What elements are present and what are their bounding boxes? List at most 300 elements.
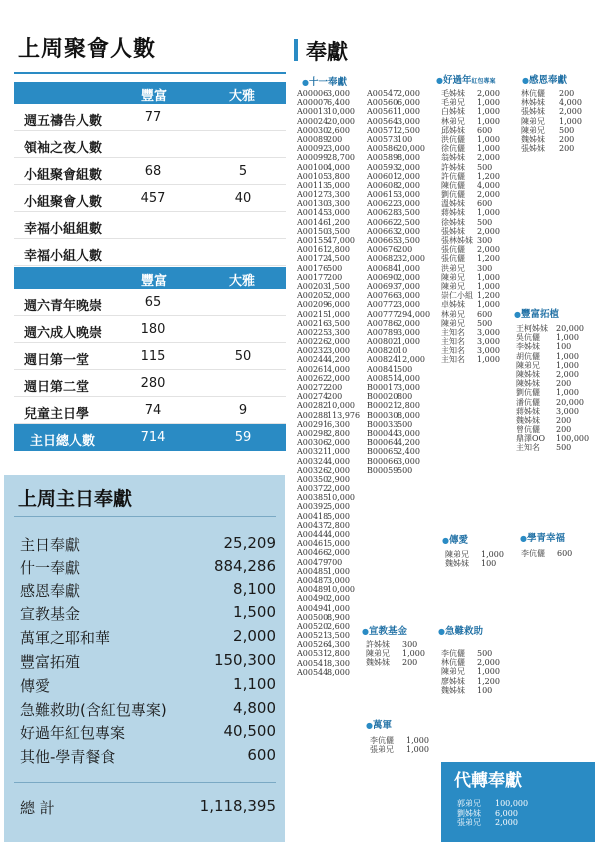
list-item [367, 273, 430, 282]
donor-id: B00017 [367, 383, 399, 392]
donation-amount: 1,000 [477, 98, 500, 108]
donation-amount: 1,000 [397, 337, 420, 347]
donor-id: A00690 [367, 272, 399, 282]
list-item [441, 208, 500, 217]
donor-id: A00628 [367, 208, 399, 218]
list-item [441, 107, 500, 116]
donation-amount: 4,000 [327, 530, 350, 539]
forward-offering-list [457, 799, 528, 828]
donor-id: A00089 [297, 134, 329, 144]
donor-id: 李伉儷 [521, 549, 545, 558]
summary-row [20, 627, 276, 651]
list-item [441, 163, 500, 172]
donor-id: 張姊妹 [521, 144, 545, 154]
list-item [516, 324, 589, 333]
list-item [297, 236, 360, 245]
donation-amount: 1,000 [397, 107, 420, 117]
list-item [457, 799, 528, 809]
table-row [14, 289, 286, 316]
summary-row [20, 603, 276, 627]
list-item [367, 199, 430, 208]
donation-amount: 8,900 [327, 612, 350, 622]
donation-amount: 5,000 [327, 539, 350, 549]
donor-id: B00059 [367, 465, 399, 475]
donation-amount: 2,800 [327, 520, 350, 530]
list-item [441, 328, 500, 337]
list-item [367, 374, 430, 383]
donation-amount: 2,800 [327, 245, 350, 255]
list-item [441, 245, 500, 254]
donation-amount: 2,000 [327, 373, 350, 383]
summary-amount: 884,286 [213, 557, 276, 575]
donor-id: 陳弟兄 [366, 649, 390, 659]
donation-amount: 20,000 [327, 116, 355, 126]
list-item [367, 447, 430, 456]
table-header [14, 267, 286, 289]
list-item [367, 466, 430, 475]
donor-id: 邱姊妹 [441, 125, 465, 135]
donation-amount: 3,800 [327, 171, 350, 181]
donor-id: 蔣姊妹 [516, 406, 540, 416]
list-item [297, 558, 360, 567]
donor-id: A00215 [297, 309, 329, 319]
list-item [441, 98, 500, 107]
donor-id: A00601 [367, 171, 399, 181]
list-item [367, 328, 430, 337]
donor-id: A00392 [297, 502, 329, 512]
donation-amount: 2,500 [397, 125, 420, 135]
list-item [441, 264, 500, 273]
list-item [297, 392, 360, 401]
list-item [297, 126, 360, 135]
donor-id: A00326 [297, 465, 329, 475]
section-label: 急難救助 [444, 626, 483, 637]
donor-id: A00437 [297, 520, 329, 530]
summary-amount: 4,800 [233, 699, 276, 717]
donor-id: 翁姊妹 [441, 153, 465, 163]
donor-id: 徐伉儷 [441, 144, 465, 154]
donation-amount: 3,000 [477, 346, 500, 356]
donation-amount: 2,000 [327, 548, 350, 558]
donor-id: 鼎澤OO [516, 434, 546, 444]
value-cell: 9 [238, 403, 248, 418]
list-item [521, 549, 572, 558]
list-item [516, 407, 589, 416]
donor-id: A00461 [297, 539, 329, 549]
list-item [441, 117, 500, 126]
list-item [297, 622, 360, 631]
donation-amount: 4,300 [327, 640, 350, 650]
donation-amount: 3,000 [327, 346, 350, 356]
donor-id: A00665 [367, 236, 399, 245]
donor-id: A00274 [297, 392, 329, 402]
donor-id: A00487 [297, 575, 329, 585]
donor-id: A00024 [297, 116, 329, 126]
donor-id: 林伉儷 [521, 89, 545, 98]
donor-id: A00291 [297, 419, 329, 429]
value-cell: 115 [140, 349, 166, 364]
list-item [441, 677, 500, 686]
list-item [297, 567, 360, 576]
donation-amount: 500 [327, 263, 343, 273]
donor-id: 劉伉儷 [516, 388, 540, 398]
donor-id: 林弟兄 [441, 116, 465, 126]
list-item [297, 576, 360, 585]
list-item [516, 361, 589, 370]
list-item [516, 425, 589, 434]
donor-id: 主知名 [441, 355, 465, 365]
list-item [516, 416, 589, 425]
section-label: 豐富拓植 [520, 309, 559, 320]
list-item [367, 89, 430, 98]
donor-id: A00113 [297, 180, 329, 190]
attendance-title: 上周聚會人數 [18, 37, 157, 62]
list-item [441, 686, 500, 695]
donor-id: 陳弟兄 [521, 116, 545, 126]
table-row [14, 185, 286, 212]
row-label: 幸福小組組數 [24, 222, 103, 237]
donor-id: 卓姊妹 [441, 300, 465, 310]
list-item [367, 172, 430, 181]
donation-amount: 500 [477, 162, 493, 172]
summary-name: 總 計 [20, 799, 55, 817]
emergency-list [441, 649, 500, 695]
donor-id: 許姊妹 [366, 640, 390, 649]
list-item [367, 153, 430, 162]
list-item [366, 649, 425, 658]
column-header: 大雅 [228, 89, 255, 104]
column-header: 豐富 [140, 274, 167, 289]
list-item [521, 98, 582, 107]
donation-amount: 4,200 [327, 355, 350, 365]
donation-amount: 3,000 [556, 406, 579, 416]
donation-amount: 3,000 [327, 89, 350, 98]
table-header [14, 82, 286, 104]
donation-amount: 4,000 [327, 364, 350, 374]
list-item [370, 745, 429, 754]
value-cell: 280 [140, 376, 166, 391]
donor-id: B00064 [367, 438, 399, 448]
donation-amount: 5,000 [327, 180, 350, 190]
donation-amount: 3,000 [397, 383, 420, 392]
list-item [367, 420, 430, 429]
value-cell: 74 [144, 403, 162, 418]
donor-id: A00226 [297, 337, 329, 347]
donation-amount: 600 [477, 199, 493, 209]
donor-id: A00615 [367, 190, 399, 200]
list-item [297, 493, 360, 502]
bullet-icon: ● [302, 78, 309, 87]
donor-id: A00105 [297, 171, 329, 181]
donor-id: 廖姊妹 [441, 676, 465, 686]
donor-id: A00324 [297, 456, 329, 466]
donor-id: A00841 [367, 364, 399, 374]
donor-id: 許伉儷 [441, 171, 465, 181]
summary-row [20, 651, 276, 675]
donation-amount: 2,000 [397, 171, 420, 181]
list-item [297, 218, 360, 227]
list-item [516, 398, 589, 407]
bullet-icon: ● [366, 721, 373, 730]
list-item [297, 328, 360, 337]
list-item [297, 420, 360, 429]
donation-amount: 4,000 [559, 98, 582, 108]
donation-amount: 1,000 [402, 649, 425, 659]
donation-amount: 6,400 [327, 98, 350, 108]
list-item [297, 374, 360, 383]
donation-amount: 100,000 [556, 434, 590, 444]
donation-amount: 500 [556, 443, 572, 453]
donation-amount: 32,000 [397, 254, 425, 264]
summary-name: 急難救助(含紅包專案) [20, 701, 167, 719]
donation-amount: 4,000 [327, 456, 350, 466]
list-item [297, 98, 360, 107]
donor-id: A00520 [297, 621, 329, 631]
list-item [367, 291, 430, 300]
donor-id: A00176 [297, 263, 329, 273]
list-item [297, 383, 360, 392]
list-item [367, 107, 430, 116]
list-item [297, 163, 360, 172]
donor-id: 張弟兄 [370, 745, 394, 755]
donation-amount: 10,000 [327, 493, 355, 503]
donor-id: A00485 [297, 566, 329, 576]
love-list [445, 550, 504, 568]
list-item [367, 300, 430, 309]
divider [14, 782, 276, 783]
donor-id: 陳弟兄 [445, 550, 469, 559]
section-label: 萬軍 [372, 720, 392, 731]
summary-amount: 1,100 [233, 675, 276, 693]
section-label: 好過年 [442, 75, 472, 86]
donation-amount: 2,000 [495, 818, 518, 828]
donation-amount: 2,000 [477, 190, 500, 200]
donation-amount: 1,000 [397, 263, 420, 273]
donor-id: A00282 [297, 401, 329, 411]
donor-id: 陳弟兄 [441, 318, 465, 328]
donation-amount: 200 [327, 383, 343, 392]
donor-id: 李伉儷 [370, 736, 394, 745]
donor-id: A00172 [297, 254, 329, 264]
donation-amount: 1,200 [477, 254, 500, 264]
list-item [516, 342, 589, 351]
donor-id: 張伉儷 [441, 254, 465, 264]
donor-id: 陳弟兄 [441, 272, 465, 282]
donation-amount: 200 [556, 415, 572, 425]
list-item [297, 227, 360, 236]
donation-amount: 6,000 [397, 98, 420, 108]
donation-amount: 3,300 [327, 327, 350, 337]
donation-amount: 2,400 [397, 447, 420, 457]
list-item [297, 355, 360, 364]
hosts-list [370, 736, 429, 754]
donor-id: A00321 [297, 447, 329, 457]
table-row [14, 158, 286, 185]
donation-amount: 4,500 [327, 254, 350, 264]
donation-amount: 200 [556, 425, 572, 435]
donation-amount: 3,000 [397, 116, 420, 126]
donation-amount: 4,000 [477, 180, 500, 190]
donor-id: B00033 [367, 419, 399, 429]
donor-id: A00288 [297, 410, 329, 420]
donor-id: 魏姊妹 [521, 134, 545, 144]
donation-amount: 8,000 [327, 667, 350, 677]
summary-row [20, 699, 276, 723]
donor-id: B00065 [367, 447, 399, 457]
donor-id: 魏姊妹 [366, 658, 390, 668]
donor-id: 許姊妹 [441, 162, 465, 172]
list-item [441, 282, 500, 291]
list-item [297, 273, 360, 282]
section-heading [520, 530, 565, 544]
donor-id: A00444 [297, 530, 329, 539]
list-item [297, 438, 360, 447]
donation-amount: 3,000 [397, 199, 420, 209]
donor-id: A00385 [297, 493, 329, 503]
donor-id: A00145 [297, 208, 329, 218]
donor-id: A00802 [367, 337, 399, 347]
table-row [14, 343, 286, 370]
donor-id: A00608 [367, 180, 399, 190]
row-label: 週日第二堂 [24, 380, 90, 395]
donation-amount: 2,000 [477, 658, 500, 668]
donation-amount: 3,300 [327, 190, 350, 200]
row-label: 主日總人數 [30, 434, 96, 449]
summary-name: 感恩奉獻 [20, 582, 81, 600]
value-cell: 50 [234, 349, 252, 364]
donation-amount: 800 [397, 392, 413, 402]
row-label: 幸福小組人數 [24, 249, 103, 264]
section-heading [362, 623, 407, 637]
donor-id: A00205 [297, 291, 329, 301]
list-item [367, 245, 430, 254]
donor-id: 林伉儷 [441, 658, 465, 668]
donation-amount: 10 [397, 346, 408, 356]
list-item [297, 300, 360, 309]
donor-id: A00030 [297, 125, 329, 135]
donation-amount: 10,000 [327, 401, 355, 411]
bullet-icon: ● [436, 76, 443, 85]
summary-amount: 1,118,395 [199, 797, 276, 815]
summary-name: 萬軍之耶和華 [20, 629, 111, 647]
list-item [297, 199, 360, 208]
donation-amount: 1,000 [477, 355, 500, 365]
donation-amount: 1,000 [556, 351, 579, 361]
donation-amount: 3,500 [327, 631, 350, 641]
donation-amount: 1,000 [559, 116, 582, 126]
summary-amount: 1,500 [233, 603, 276, 621]
donor-id: A00547 [367, 89, 399, 98]
summary-row [20, 534, 276, 558]
list-item [441, 126, 500, 135]
list-item [516, 388, 589, 397]
list-item [367, 117, 430, 126]
tithe-list-col2 [367, 89, 430, 475]
list-item [441, 135, 500, 144]
donation-amount: 1,000 [477, 116, 500, 126]
section-label: 宣教基金 [368, 626, 407, 637]
list-item [297, 245, 360, 254]
list-item [367, 310, 430, 319]
donor-id: A00541 [297, 658, 329, 668]
section-label: 十一奉獻 [308, 77, 347, 88]
donor-id: A00306 [297, 438, 329, 448]
donor-id: 李姊妹 [516, 342, 540, 352]
divider [14, 516, 276, 517]
donor-id: A00521 [297, 631, 329, 641]
donation-amount: 700 [327, 557, 343, 567]
list-item [367, 355, 430, 364]
donation-amount: 4,000 [397, 373, 420, 383]
donation-amount: 3,000 [477, 337, 500, 347]
list-item [367, 401, 430, 410]
row-label: 週五禱告人數 [24, 114, 103, 129]
donor-id: A00560 [367, 98, 399, 108]
summary-amount: 25,209 [223, 534, 276, 552]
list-item [367, 144, 430, 153]
column-header: 豐富 [140, 89, 167, 104]
donor-id: A00272 [297, 383, 329, 392]
list-item [297, 466, 360, 475]
list-item [297, 117, 360, 126]
list-item [441, 300, 500, 309]
donor-id: 林姊妹 [521, 98, 545, 108]
donation-amount: 1,200 [477, 291, 500, 301]
donation-amount: 6,000 [495, 808, 518, 818]
donation-amount: 200 [327, 272, 343, 282]
donation-amount: 600 [477, 125, 493, 135]
donor-name: 劉姊妹 [457, 808, 481, 818]
donation-amount: 100 [397, 134, 413, 144]
list-item [297, 411, 360, 420]
offerings-title: 奉獻 [306, 40, 348, 64]
section-heading [522, 72, 567, 86]
donor-id: A00298 [297, 428, 329, 438]
donor-id: B00020 [367, 392, 399, 402]
list-item [367, 438, 430, 447]
list-item [441, 181, 500, 190]
donor-id: 魏姊妹 [441, 685, 465, 695]
donor-id: A00261 [297, 364, 329, 374]
donation-amount: 8,000 [397, 410, 420, 420]
donor-id: 主知名 [441, 337, 465, 347]
donation-amount: 2,000 [397, 272, 420, 282]
list-item [297, 475, 360, 484]
donation-amount: 200 [397, 245, 413, 255]
donor-id: A00593 [367, 162, 399, 172]
donor-id: 林弟兄 [441, 309, 465, 319]
donation-amount: 2,000 [397, 226, 420, 236]
donor-id: 主知名 [516, 443, 540, 453]
value-cell: 68 [144, 164, 162, 179]
list-item [297, 208, 360, 217]
donation-amount: 1,000 [327, 309, 350, 319]
list-item [441, 254, 500, 263]
donor-id: A00573 [367, 134, 399, 144]
donor-id: A00479 [297, 557, 329, 567]
donor-id: A00786 [367, 318, 399, 328]
donation-amount: 20,000 [556, 397, 584, 407]
list-item [297, 631, 360, 640]
donation-amount: 200 [559, 144, 575, 154]
donor-id: A00766 [367, 291, 399, 301]
column-header: 大雅 [228, 274, 255, 289]
list-item [367, 126, 430, 135]
value-cell: 180 [140, 322, 166, 337]
donation-amount: 1,000 [477, 281, 500, 291]
list-item [297, 539, 360, 548]
donation-amount: 1,200 [477, 171, 500, 181]
